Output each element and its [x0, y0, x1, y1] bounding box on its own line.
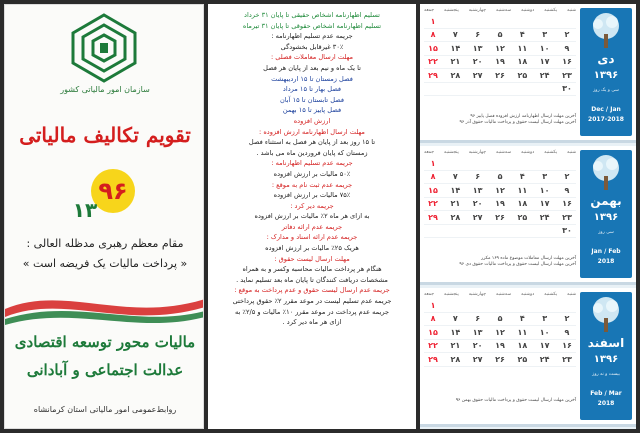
day-cell: ۲۰ [472, 199, 483, 209]
day-headers [424, 8, 576, 15]
day-cell: ۱۰ [539, 185, 550, 195]
day-cell: ۱۲ [495, 327, 505, 337]
rule-line: مشخصات دریافت کنندگان تا پایان ماه بعد تسلیم نماید . [236, 275, 388, 284]
day-cell: ۱۷ [539, 199, 550, 209]
day-cell: ۲۳ [562, 354, 572, 364]
day-cell: ۱۴ [450, 185, 461, 195]
day-cell: ۲۸ [450, 212, 461, 222]
slogan-line-2: عدالت اجتماعی و آبادانی [26, 361, 184, 379]
week-row [424, 198, 576, 212]
month-name: بهمن [590, 194, 622, 208]
month-year: ۱۳۹۶ [593, 70, 619, 81]
day-cell: ۱ [430, 300, 436, 310]
week-row [424, 157, 576, 171]
day-cell: ۲۴ [539, 354, 550, 364]
organization-name: سازمان امور مالیاتی کشور [60, 85, 150, 94]
day-cell: ۱۸ [517, 57, 528, 67]
month-grid [424, 292, 576, 367]
day-cell: ۲۱ [450, 57, 461, 67]
week-row [424, 340, 576, 354]
month-calendar-3 [420, 288, 636, 427]
month-year: ۱۳۹۶ [593, 354, 619, 365]
day-cell: ۳ [542, 172, 548, 182]
rule-line: به ازای هر ماه ۲٪ مالیات بر ارزش افزوده [254, 212, 370, 221]
day-cell: ۹ [564, 185, 570, 195]
decorative-swoosh [5, 279, 204, 329]
rule-line: زمستان که پایان فروردین ماه می باشد . [256, 148, 368, 157]
week-row [424, 29, 576, 43]
day-cell: ۲۹ [428, 212, 438, 222]
day-cell: ۲ [564, 172, 570, 182]
day-cell: ۱۵ [428, 185, 438, 195]
day-header: چهارشنبه [468, 292, 487, 297]
month-note: آخرین مهلت ارسال اظهارنامه ارزش افزوده فصل پاییز ۹۶ [470, 114, 576, 119]
month-name: اسفند [587, 336, 625, 350]
month-calendar-1 [420, 4, 636, 143]
day-cell: ۱۵ [428, 43, 438, 53]
rule-line: تا ۱۵ روز بعد از پایان هر فصل به استثناء فصل [248, 138, 376, 147]
rule-line: مهلت ارسال لیست حقوق : [274, 254, 350, 263]
day-cell: ۱۹ [495, 57, 505, 67]
year-big: ۹۶ [98, 177, 128, 205]
day-header: دوشنبه [521, 150, 535, 155]
day-cell: ۲۲ [428, 57, 438, 67]
week-row [424, 326, 576, 340]
rule-line: ۳۰٪ غیرقابل بخشودگی [280, 42, 344, 51]
day-header: دوشنبه [521, 292, 535, 297]
day-cell: ۲۶ [495, 70, 505, 80]
day-cell: ۲۴ [539, 212, 550, 222]
rule-line: جریمه عدم تسلیم اظهارنامه : [271, 32, 353, 41]
day-cell: ۲۴ [539, 70, 550, 80]
day-cell: ۲۳ [562, 70, 572, 80]
rule-line: تسلیم اظهارنامه اشخاص حقیقی تا پایان ۳۱ خرداد [244, 11, 380, 19]
month-latin: Dec / Jan [591, 106, 621, 113]
day-cell: ۸ [430, 30, 436, 40]
day-cell: ۸ [430, 172, 436, 182]
month-notes [424, 398, 576, 404]
day-cell: ۱۸ [517, 199, 528, 209]
month-days: سی روز [598, 230, 614, 235]
month-note: آخرین مهلت ارسال معاملات موضوع ماده ۱۶۹ مکرر [481, 256, 576, 261]
day-cell: ۹ [564, 43, 570, 53]
month-grid [424, 8, 576, 96]
day-cell: ۲۰ [472, 57, 483, 67]
day-cell: ۲۱ [450, 341, 461, 351]
day-cell: ۲۹ [428, 354, 438, 364]
month-year: ۱۳۹۶ [593, 212, 619, 223]
tax-rules-panel [208, 4, 416, 429]
day-cell: ۵ [497, 30, 503, 40]
day-cell: ۱۳ [472, 327, 483, 337]
day-header: شنبه [567, 8, 576, 13]
month-latin: Feb / Mar [590, 390, 622, 397]
page-title: تقویم تکالیف مالیاتی [19, 123, 191, 147]
week-row [424, 171, 576, 185]
month-note: آخرین مهلت ارسال لیست حقوق و پرداخت مالیات حقوق دی ۹۶ [459, 262, 576, 267]
day-header: پنجشنبه [444, 150, 459, 155]
cover-panel [4, 4, 204, 429]
day-cell: ۲۶ [495, 354, 505, 364]
month-note: آخرین مهلت ارسال لیست حقوق و پرداخت مالیات حقوق بهمن ۹۶ [455, 398, 576, 403]
quote-intro: مقام معظم رهبری مدظله العالی : [26, 237, 184, 250]
day-cell: ۵ [497, 172, 503, 182]
day-cell: ۲۲ [428, 199, 438, 209]
day-header: دوشنبه [521, 8, 535, 13]
day-header: یکشنبه [544, 292, 558, 297]
day-cell: ۶ [475, 172, 481, 182]
day-header: یکشنبه [544, 8, 558, 13]
month-days: بیست و نه روز [592, 372, 620, 377]
week-row [424, 56, 576, 70]
day-cell: ۱۲ [495, 43, 505, 53]
rule-line: هنگام هر پرداخت مالیات محاسبه وکسر و به همراه [242, 265, 382, 274]
rule-line: جریمه عدم ارائه دفاتر [281, 222, 343, 231]
week-row [424, 42, 576, 56]
rule-line: فصل زمستان تا ۱۵ اردیبهشت [271, 74, 353, 83]
week-row [424, 211, 576, 225]
day-cell: ۲۲ [428, 341, 438, 351]
rule-line: ازای هر ماه دیر کرد . [282, 318, 342, 327]
day-cell: ۲۳ [562, 212, 572, 222]
month-latin: Jan / Feb [591, 248, 621, 255]
day-cell: ۱۳ [472, 185, 483, 195]
day-cell: ۳۰ [562, 226, 572, 236]
day-cell: ۸ [430, 314, 436, 324]
rule-line: مهلت ارسال معاملات فصلی : [270, 53, 354, 62]
day-cell: ۱۷ [539, 341, 550, 351]
day-cell: ۱۶ [562, 57, 572, 67]
year-small: ۱۳ [72, 198, 98, 222]
day-cell: ۱۶ [562, 341, 572, 351]
day-header: یکشنبه [544, 150, 558, 155]
day-cell: ۱۵ [428, 327, 438, 337]
rule-line: هریک ۲۵٪ مالیات بر ارزش افزوده [265, 244, 359, 253]
rule-line: ۵۰٪ مالیات بر ارزش افزوده [273, 169, 351, 178]
day-header: جمعه [424, 292, 435, 297]
day-cell: ۲۱ [450, 199, 461, 209]
day-cell: ۶ [475, 30, 481, 40]
day-cell: ۴ [519, 314, 525, 324]
tree-icon [586, 296, 626, 334]
month-notes [424, 114, 576, 126]
rule-line: فصل پاییز تا ۱۵ بهمن [282, 106, 342, 115]
day-header: جمعه [424, 150, 435, 155]
day-cell: ۱۱ [517, 327, 528, 337]
rule-line: ارزش افزوده [293, 116, 331, 125]
rule-line: جریمه عدم ارائه اسناد و مدارک : [266, 233, 358, 242]
rule-line: جریمه دیر کرد : [290, 201, 334, 210]
day-cell: ۲۰ [472, 341, 483, 351]
day-cell: ۷ [452, 30, 458, 40]
day-cell: ۲۶ [495, 212, 505, 222]
rule-line: ۷۵٪ مالیات بر ارزش افزوده [273, 191, 351, 200]
day-header: سه‌شنبه [496, 150, 512, 155]
day-header: پنجشنبه [444, 8, 459, 13]
month-latin-year: 2018 [597, 258, 615, 265]
month-notes [424, 256, 576, 268]
rule-line: جریمه عدم ارسال لیست حقوق و عدم پرداخت به موقع : [234, 286, 390, 295]
tax-organization-logo [45, 13, 163, 83]
day-cell: ۳ [542, 314, 548, 324]
week-row [424, 313, 576, 327]
tree-icon [586, 12, 626, 50]
day-header: شنبه [567, 150, 576, 155]
publisher: روابط‌عمومی امور مالیاتی استان کرمانشاه [33, 405, 177, 414]
week-row [424, 184, 576, 198]
day-cell: ۷ [452, 172, 458, 182]
day-cell: ۱۳ [472, 43, 483, 53]
day-headers [424, 150, 576, 157]
year-badge [65, 165, 145, 225]
day-cell: ۲۷ [472, 354, 483, 364]
day-cell: ۵ [497, 314, 503, 324]
day-cell: ۱۸ [517, 341, 528, 351]
rule-line: فصل بهار تا ۱۵ مرداد [282, 85, 342, 94]
month-latin-year: 2017-2018 [588, 116, 624, 123]
rule-line: فصل تابستان تا ۱۵ آبان [279, 95, 345, 104]
day-headers [424, 292, 576, 299]
rule-line: جریمه عدم پرداخت در موعد مقرر ۱۰٪ مالیات و ۲/۵٪ به [234, 307, 390, 316]
day-header: سه‌شنبه [496, 8, 512, 13]
month-name: دی [597, 52, 615, 66]
tree-icon [586, 154, 626, 192]
day-cell: ۴ [519, 172, 525, 182]
day-cell: ۱۷ [539, 57, 550, 67]
month-calendar-2 [420, 146, 636, 285]
week-row [424, 353, 576, 367]
day-cell: ۱۰ [539, 43, 550, 53]
month-note: آخرین مهلت ارسال لیست حقوق و پرداخت مالیات حقوق آذر ۹۶ [459, 120, 576, 125]
day-cell: ۱۱ [517, 185, 528, 195]
day-cell: ۱۲ [495, 185, 505, 195]
day-header: چهارشنبه [468, 150, 487, 155]
month-grid [424, 150, 576, 238]
month-header-card [580, 8, 632, 136]
day-cell: ۱ [430, 158, 436, 168]
day-cell: ۳۰ [562, 84, 572, 94]
day-cell: ۱۶ [562, 199, 572, 209]
day-cell: ۱۱ [517, 43, 528, 53]
month-header-card [580, 150, 632, 278]
day-cell: ۶ [475, 314, 481, 324]
calendars-panel [420, 4, 636, 429]
day-cell: ۲۸ [450, 354, 461, 364]
week-row [424, 299, 576, 313]
day-cell: ۴ [519, 30, 525, 40]
day-cell: ۲۵ [517, 70, 528, 80]
day-cell: ۲۹ [428, 70, 438, 80]
day-header: پنجشنبه [444, 292, 459, 297]
day-cell: ۱۴ [450, 327, 461, 337]
day-header: جمعه [424, 8, 435, 13]
rule-line: جریمه عدم ثبت نام به موقع : [271, 180, 353, 189]
day-header: سه‌شنبه [496, 292, 512, 297]
rule-line: مهلت ارسال اظهارنامه ارزش افزوده : [259, 127, 365, 136]
day-cell: ۱ [430, 16, 436, 26]
week-row [424, 15, 576, 29]
slogan-line-1: مالیات محور توسعه اقتصادی [14, 333, 196, 351]
day-header: چهارشنبه [468, 8, 487, 13]
day-cell: ۲ [564, 30, 570, 40]
day-cell: ۲۷ [472, 70, 483, 80]
day-cell: ۲ [564, 314, 570, 324]
day-cell: ۱۹ [495, 199, 505, 209]
month-header-card [580, 292, 632, 420]
rule-line: جریمه عدم تسلیم اظهارنامه : [271, 159, 353, 168]
quote: « پرداخت مالیات یک فریضه است » [22, 257, 188, 270]
week-row [424, 225, 576, 239]
rule-line: تسلیم اظهارنامه اشخاص حقوقی تا پایان ۳۱ تیرماه [242, 21, 382, 30]
rule-line: جریمه عدم تسلیم لیست در موعد مقرر ۲٪ حقوق پرداختی [232, 297, 392, 306]
day-cell: ۱۴ [450, 43, 461, 53]
day-cell: ۲۷ [472, 212, 483, 222]
month-latin-year: 2018 [597, 400, 615, 407]
day-cell: ۳ [542, 30, 548, 40]
month-days: سی و یک روز [593, 88, 619, 93]
week-row [424, 83, 576, 97]
day-cell: ۱۰ [539, 327, 550, 337]
day-cell: ۲۵ [517, 212, 528, 222]
day-cell: ۲۸ [450, 70, 461, 80]
day-cell: ۷ [452, 314, 458, 324]
rule-line: تا یک ماه و نیم بعد از پایان هر فصل [263, 63, 361, 72]
day-cell: ۱۹ [495, 341, 505, 351]
week-row [424, 69, 576, 83]
day-cell: ۲۵ [517, 354, 528, 364]
day-cell: ۹ [564, 327, 570, 337]
day-header: شنبه [567, 292, 576, 297]
